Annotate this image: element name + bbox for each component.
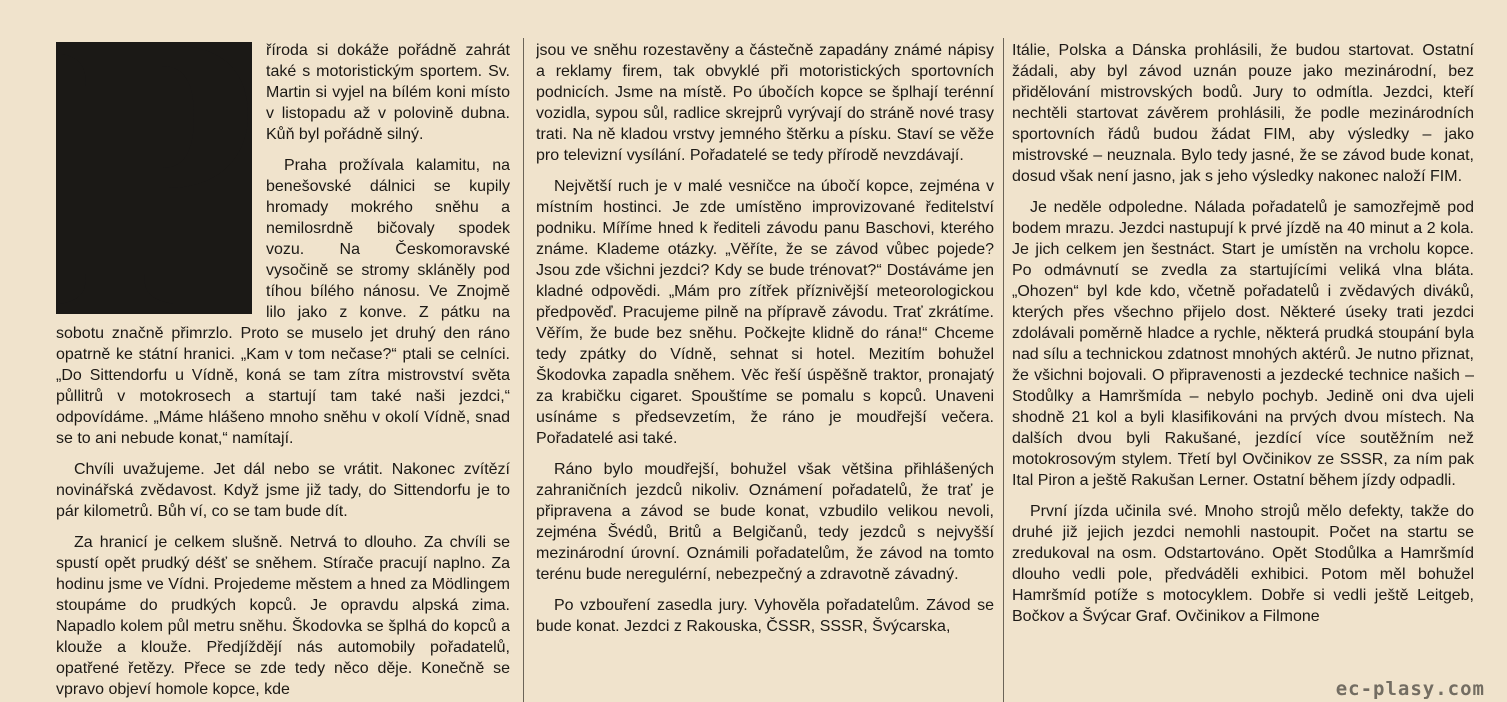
drop-cap-glyph <box>56 42 252 314</box>
paragraph: Za hranicí je celkem slušně. Netrvá to dlouho. Za chvíli se spustí opět prudký déšť se sněhem. Stírače pracují naplno. Za hodinu jsme ve Vídni. Projedeme městem a hned za Mödlingem stoupáme do prudkých kopců. Je opravdu alpská zima. Napadlo kolem půl metru sněhu. Škodovka se šplhá do kopců a klouže a klouže. Předjíždějí nás automobily pořadatelů, opatřené řetězy. Přece se zde tedy něco děje. Konečně se vpravo objeví homole kopce, kde <box>56 534 510 698</box>
site-watermark: ec-plasy.com <box>1335 678 1485 700</box>
column-divider <box>523 38 524 702</box>
paragraph: Praha prožívala kalamitu, na benešovské dálnici se kupily hromady mokrého sněhu a nemilosrdně bičovaly spodek vozu. Na Českomoravské vysočině se stromy skláněly pod tíhou bílého nánosu. Ve Znojmě lilo jako z konve. Z pátku na sobotu značně přimrzlo. Proto se muselo jet druhý den ráno opatrně ke státní hranici. „Kam v tom nečase?“ ptali se celníci. „Do Sittendorfu u Vídně, koná se tam zítra mistrovství světa půllitrů v motokrosech a startují tam také naši jezdci,“ odpovídáme. „Máme hlášeno mnoho sněhu v okolí Vídně, snad se to ani nebude konat,“ namítají. <box>56 157 510 447</box>
paragraph: První jízda učinila své. Mnoho strojů mělo defekty, takže do druhé již jejich jezdci nemohli nastoupit. Počet na startu se zredukoval na osm. Odstartováno. Opět Stodůlka a Hamršmíd dlouho vedli pole, předváděli exhibici. Potom měl bohužel Hamršmíd potíže s motocyklem. Dobře si vedli ještě Leitgeb, Bočkov a Švýcar Graf. Ovčinikov a Filmone <box>1012 503 1474 625</box>
column-divider <box>1003 38 1004 702</box>
paragraph: Itálie, Polska a Dánska prohlásili, že budou startovat. Ostatní žádali, aby byl závod uznán pouze jako mezinárodní, bez přidělování mistrovských bodů. Jury to odmítla. Jezdci, kteří nechtěli startovat závěrem prohlásili, že podle mezinárodních sportovních řádů budou žádat FIM, aby výsledky – jako mistrovské – neuznala. Bylo tedy jasné, že se závod bude konat, dosud však není jasno, jak s jeho výsledky nakonec naloží FIM. <box>1012 42 1474 185</box>
paragraph: Ráno bylo moudřejší, bohužel však většina přihlášených zahraničních jezdců nikoliv. Oznámení pořadatelů, že trať je připravena a závod se bude konat, vzbudilo velikou nevoli, zejména Švédů, Britů a Belgičanů, tedy jezdců s nejvyšší mezinárodní úrovní. Oznámili pořadatelům, že závod na tomto terénu bude neregulérní, nebezpečný a zdravotně závadný. <box>536 461 994 583</box>
paragraph: jsou ve sněhu rozestavěny a částečně zapadány známé nápisy a reklamy firem, tak obvyklé při motoristických sportovních podnicích. Jsme na místě. Po úbočích kopce se šplhají terénní vozidla, sypou sůl, radlice skrejprů vyrývají do stráně nové trasy trati. Na ně kladou vrstvy jemného štěrku a písku. Staví se věže pro televizní vysílání. Pořadatelé se tedy přírodě nevzdávají. <box>536 42 994 164</box>
drop-cap-letter <box>56 42 252 314</box>
paragraph: říroda si dokáže pořádně zahrát také s motoristickým sportem. Sv. Martin si vyjel na bílém koni místo v listopadu až v polovině dubna. Kůň byl pořádně silný. <box>266 42 510 143</box>
paragraph: Po vzbouření zasedla jury. Vyhověla pořadatelům. Závod se bude konat. Jezdci z Rakouska, ČSSR, SSSR, Švýcarska, <box>536 597 994 635</box>
paragraph: Je neděle odpoledne. Nálada pořadatelů je samozřejmě pod bodem mrazu. Jezdci nastupují k prvé jízdě na 40 minut a 2 kola. Je jich celkem jen šestnáct. Start je umístěn na vrcholu kopce. Po odmávnutí se zvedla za startujícími veliká vlna bláta. „Ohozen“ byl kde kdo, včetně pořadatelů i zvědavých diváků, kterých přes všechno přijelo dost. Některé úseky trati jezdci zdolávali poměrně hladce a rychle, některá prudká stoupání byla nad sílu a technickou zdatnost mnohých aktérů. Je nutno přiznat, že všichni bojovali. O připravenosti a jezdecké technice našich – Stodůlky a Hamršmída – nebylo pochyb. Jedině oni dva ujeli shodně 21 kol a byli klasifikováni na prvých dvou místech. Na dalších dvou byli Rakušané, jezdící více soutěžním než motokrosovým stylem. Třetí byl Ovčinikov ze SSSR, za ním pak Ital Piron a ještě Rakušan Lerner. Ostatní během jízdy odpadli. <box>1012 199 1474 489</box>
article-column-2 <box>536 40 994 702</box>
paragraph: Největší ruch je v malé vesničce na úbočí kopce, zejména v místním hostinci. Je zde umístěno improvizované ředitelství podniku. Míříme hned k řediteli závodu panu Baschovi, kterého známe. Klademe otázky. „Věříte, že se závod vůbec pojede? Jsou zde všichni jezdci? Kdy se bude trénovat?“ Dostáváme jen kladné odpovědi. „Mám pro zítřek příznivější meteorologickou předpověď. Pracujeme pilně na přípravě závodu. Trať zkrátíme. Věřím, že bude bez sněhu. Počkejte klidně do rána!“ Chceme tedy zpátky do Vídně, sehnat si hotel. Mezitím bohužel Škodovka zapadla sněhem. Věc řeší úspěšně traktor, pronajatý za krabičku cigaret. Spouštíme se pomalu s kopců. Unaveni usínáme s předsevzetím, že ráno je moudřejší večera. Pořadatelé asi také. <box>536 178 994 447</box>
article-column-3 <box>1012 40 1474 702</box>
article-column-1 <box>56 40 510 702</box>
paragraph: Chvíli uvažujeme. Jet dál nebo se vrátit. Nakonec zvítězí novinářská zvědavost. Když jsme již tady, do Sittendorfu je to pár kilometrů. Bůh ví, co se tam bude dít. <box>56 461 510 520</box>
